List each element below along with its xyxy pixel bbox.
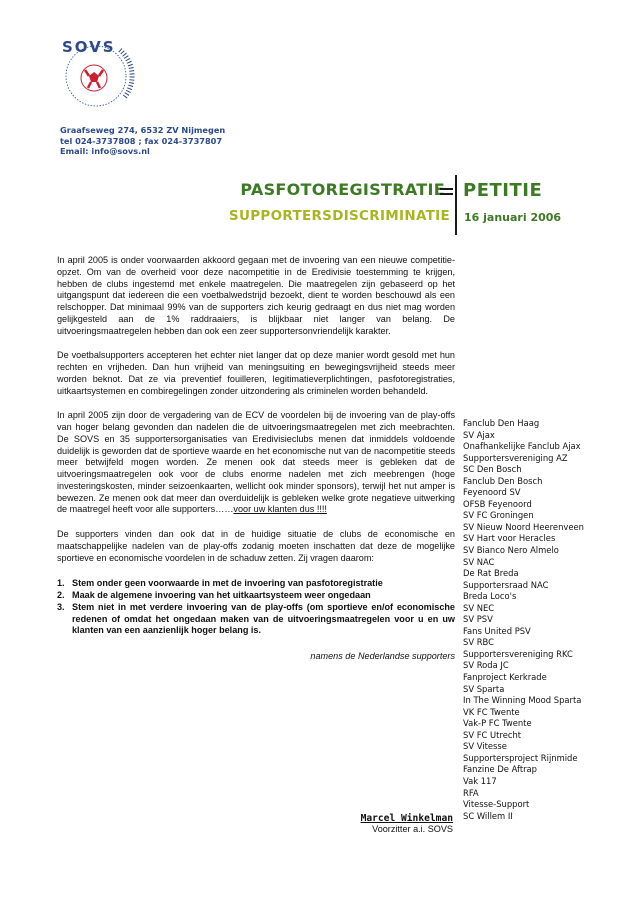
club-item: SV FC Groningen <box>463 510 534 521</box>
demand-item <box>57 590 455 602</box>
signoff: namens de Nederlandse supporters <box>310 651 455 661</box>
address-line: Graafseweg 274, 6532 ZV Nijmegen <box>60 125 226 135</box>
signer-role: Voorzitter a.i. SOVS <box>372 824 453 834</box>
club-item: SV Vitesse <box>463 741 507 752</box>
club-item: Onafhankelijke Fanclub Ajax <box>463 441 581 452</box>
club-item: SV FC Utrecht <box>463 729 522 740</box>
club-item: Supportersraad NAC <box>463 579 549 590</box>
club-item: SV Hart voor Heracles <box>463 533 556 544</box>
club-item: Vak 117 <box>463 775 497 786</box>
club-item: Fanclub Den Haag <box>463 418 540 428</box>
petition-body <box>57 255 455 663</box>
club-item: De Rat Breda <box>463 568 519 579</box>
paragraph-1: In april 2005 is onder voorwaarden akkoord gegaan met de invoering van een nieuwe competitie-opzet. Om van de overheid voor deze nacompetitie in de Eredivisie toestemming te krijgen, hebben de clubs ingestemd met enkele maatregelen. Die maatregelen zijn gebaseerd op het uitgangspunt dat iedereen die een voetbalwedstrijd bezoekt, dient te worden beschouwd als een relschopper. Dat minimaal 99% van de supporters zich keurig gedraagt en dus niet mag worden gelijkgesteld aan de 1% raddraaiers, is blijkbaar niet langer van belang. De uitvoeringsmaatregelen hebben dan ook een zeer supportersonvriendelijk karakter. <box>57 255 455 336</box>
paragraph-2: De voetbalsupporters accepteren het echter niet langer dat op deze manier wordt gesold met hun rechten en vrijheden. Dan hun vrijheid van meningsuiting en bewegingsvrijheid steeds meer worden beknot. Dat ze via preventief fouilleren, legitimatieverplichtingen, pasfotoregistraties, uitkaartsystemen en combiregelingen zonder uitzondering als criminelen worden behandeld. <box>57 350 455 396</box>
demands-list <box>57 578 455 637</box>
club-item: SV RBC <box>463 637 494 648</box>
signer-name: Marcel Winkelman <box>360 813 453 824</box>
club-item: SV Sparta <box>463 683 505 694</box>
phone-line: tel 024-3737808 ; fax 024-3737807 <box>60 135 223 146</box>
demand-text: Maak de algemene invoering van het uitkaartsysteem weer ongedaan <box>72 590 371 600</box>
club-item: Vak-P FC Twente <box>463 718 532 729</box>
email-line: Email: info@sovs.nl <box>60 146 150 157</box>
sovs-logo <box>52 36 148 116</box>
club-item: Fanproject Kerkrade <box>463 672 547 683</box>
title-petitie: PETITIE <box>463 180 543 201</box>
paragraph-3-text: In april 2005 zijn door de vergadering van de ECV de voordelen bij de invoering van de play-offs van hoger belang gevonden dan nadelen die de uitvoeringsmaatregelen met zich meebrachten. De SOVS en 35 supportersorganisaties van Eredivisieclubs menen dat inmiddels voldoende duidelijk is geworden dat de sportieve waarde en het economische nut van de nacompetitie steeds meer betwijfeld mogen worden. Ze menen ook dat steeds meer is gebleken dat de uitvoeringsmaatregelen ook voor de clubs enorme nadelen met zich meebrengen (hoge investeringskosten, minder seizoenkaarten, wellicht ook minder sponsors), terwijl het nut amper is bewezen. Ze menen ook dat meer dan overduidelijk is gebleken welke grote negatieve uitwerking de maatregel heeft voor alle supporters…… <box>57 410 455 515</box>
signature-block <box>361 813 453 835</box>
club-item: SV Bianco Nero Almelo <box>463 545 559 556</box>
address-block <box>60 125 225 157</box>
club-item: SC Willem II <box>463 810 513 821</box>
title-line1: PASFOTOREGISTRATIE <box>240 180 445 199</box>
paragraph-4: De supporters vinden dan ook dat in de huidige situatie de clubs de economische en maatschappelijke nadelen van de play-offs zodanig moeten inschatten dat deze de mogelijke sportieve en economische voordelen in de schaduw zetten. Zij vragen daarom: <box>57 529 455 563</box>
club-item: SC Den Bosch <box>463 464 522 475</box>
paragraph-3-link[interactable]: voor uw klanten dus !!!! <box>233 504 327 515</box>
club-item: SV Ajax <box>463 429 495 440</box>
club-item: SV NAC <box>463 556 495 567</box>
demand-text: Stem onder geen voorwaarde in met de invoering van pasfotoregistratie <box>72 578 383 589</box>
club-item: SV NEC <box>463 602 495 613</box>
demand-number: 2. <box>57 590 65 600</box>
club-item: SV PSV <box>463 614 493 625</box>
club-item: SV Nieuw Noord Heerenveen <box>463 521 584 532</box>
club-item: Fans United PSV <box>463 625 531 636</box>
club-item: Supportersvereniging RKC <box>463 648 573 659</box>
soccer-ball-icon <box>81 65 107 91</box>
club-item: Supportersvereniging AZ <box>463 452 568 463</box>
title-block <box>0 180 640 230</box>
demand-item <box>57 578 455 590</box>
equals-sign-icon <box>440 188 453 195</box>
club-item: In The Winning Mood Sparta <box>463 695 582 706</box>
title-divider <box>455 175 457 235</box>
club-item: OFSB Feyenoord <box>463 498 532 509</box>
logo-text: SOVS <box>62 38 116 56</box>
club-item: Fanzine De Aftrap <box>463 764 538 775</box>
club-item: Supportersproject Rijnmide <box>463 752 578 763</box>
club-item: Breda Loco's <box>463 591 517 602</box>
club-item: Fanclub Den Bosch <box>463 475 543 486</box>
demand-number: 1. <box>57 578 65 589</box>
title-line2: SUPPORTERSDISCRIMINATIE <box>228 208 450 224</box>
club-item: Feyenoord SV <box>463 487 521 498</box>
demand-text: Stem niet in met verdere invoering van de play-offs (om sportieve en/of economische redenen of omdat het ongedaan maken van de uitvoeringsmaatregelen voor u en uw klanten van een aanzienlijk hoger belang is. <box>72 601 455 636</box>
title-date: 16 januari 2006 <box>464 211 562 224</box>
club-item: VK FC Twente <box>463 706 520 717</box>
demand-item <box>57 602 455 637</box>
club-item: RFA <box>463 787 479 798</box>
demand-number: 3. <box>57 601 65 612</box>
club-item: SV Roda JC <box>463 660 509 671</box>
club-item: Vitesse-Support <box>463 799 530 810</box>
paragraph-3 <box>57 410 455 516</box>
supporters-clubs-list <box>463 418 584 822</box>
